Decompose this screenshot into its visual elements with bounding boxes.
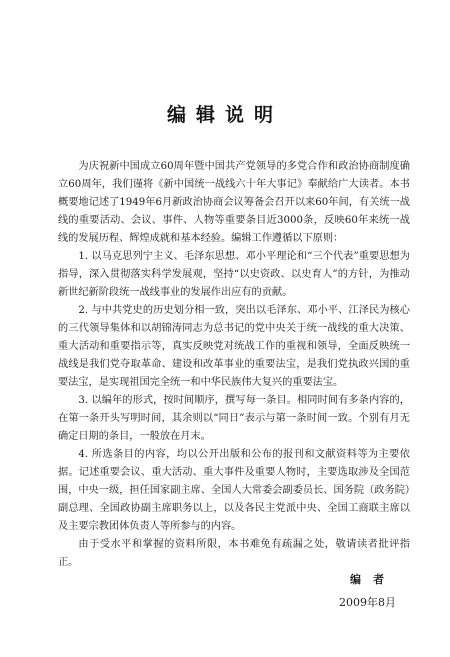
signature-date: 2009年8月 bbox=[339, 596, 396, 609]
document-body bbox=[58, 158, 410, 572]
paragraph-principle-3: 3. 以编年的形式，按时间顺序，撰写每一条目。相同时间有多条内容的，在第一条开头写明时间，其余则以“同日”表示与第一条时间一致。个别有月无确定日期的条目，一般放在月末。 bbox=[58, 395, 410, 442]
paragraph-principle-2: 2. 与中共党史的历史划分相一致，突出以毛泽东、邓小平、江泽民为核心的三代领导集体和以胡锦涛同志为总书记的党中央关于统一战线的重大决策、重大活动和重要指示等，真实反映党对统战工作的重视和领导，全面反映统一战线是我们党夺取革命、建设和改革事业的重要法宝，是我们党执政兴国的重要法宝，是实现祖国完全统一和中华民族伟大复兴的重要法宝。 bbox=[58, 305, 410, 388]
paragraph-intro: 为庆祝新中国成立60周年暨中国共产党领导的多党合作和政治协商制度确立60周年，我们谨将《新中国统一战线六十年大事记》奉献给广大读者。本书概要地记述了1949年6月新政治协商会议筹备会召开以来60年间，有关统一战线的重要活动、会议、事件、人物等重要条目近3000条，反映60年来统一战线的发展历程、辉煌成就和基本经验。编辑工作遵循以下原则： bbox=[58, 161, 410, 244]
paragraph-principle-4: 4. 所选条目的内容，均以公开出版和公布的报刊和文献资料等为主要依据。记述重要会议、重大活动、重大事件及重要人物时，主要选取涉及全国范围，中央一级，担任国家副主席、全国人大常委会副委员长、国务院（政务院）副总理、全国政协副主席职务以上，以及各民主党派中央、全国工商联主席以及主要宗教团体负责人等所参与的内容。 bbox=[58, 449, 410, 532]
paragraph-principle-1: 1. 以马克思列宁主义、毛泽东思想、邓小平理论和“三个代表”重要思想为指导，深入贯彻落实科学发展观，坚持“以史资政、以史育人”的方针，为推动新世纪新阶段统一战线事业的发展作出应有的贡献。 bbox=[58, 251, 410, 298]
page-title: 编辑说明 bbox=[166, 104, 283, 126]
paragraph-closing: 由于受水平和掌握的资料所限，本书难免有疏漏之处，敬请读者批评指正。 bbox=[58, 539, 410, 568]
signature-editor: 编者 bbox=[350, 573, 396, 586]
